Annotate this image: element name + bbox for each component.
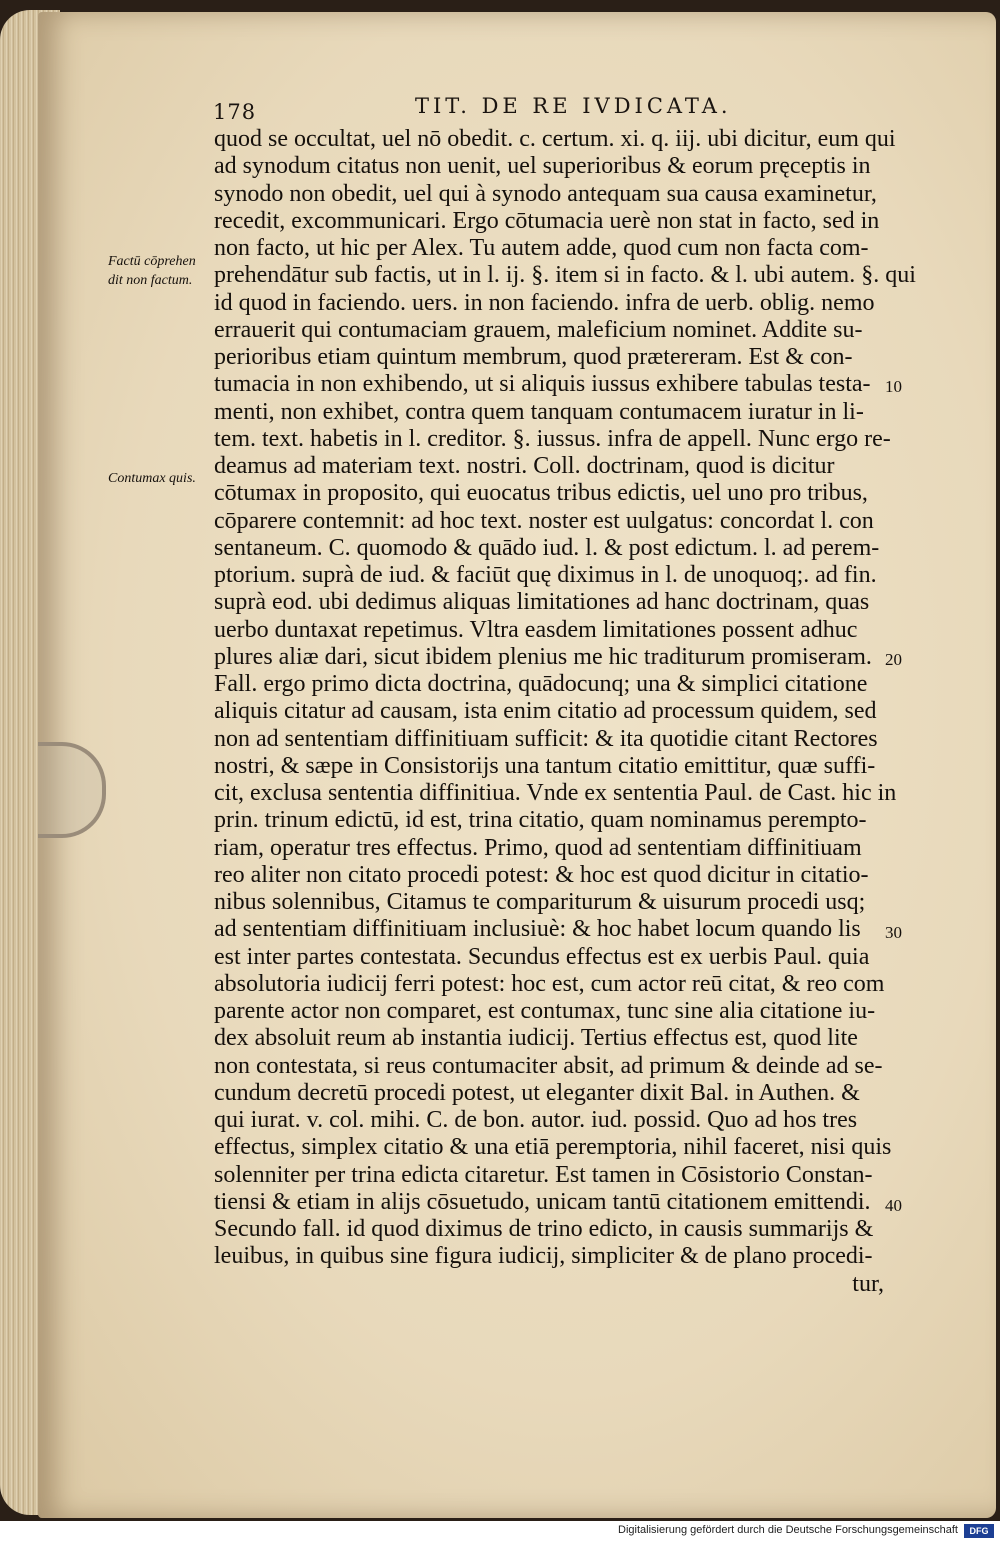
footer-bar bbox=[0, 1521, 1000, 1541]
text-line: parente actor non comparet, est contumax, tunc sine alia citatione iu- bbox=[214, 998, 876, 1024]
margin-note: Factū cōprehen bbox=[108, 254, 196, 269]
text-line: tiensi & etiam in alijs cōsuetudo, unicam tantū citationem emittendi. bbox=[214, 1188, 871, 1215]
text-line: non contestata, si reus contumaciter absit, ad primum & deinde ad se- bbox=[214, 1052, 883, 1079]
page-number: 178 bbox=[213, 100, 257, 124]
margin-note: Contumax quis. bbox=[108, 471, 196, 486]
text-line: uerbo duntaxat repetimus. Vltra easdem limitationes possent adhuc bbox=[214, 616, 858, 643]
text-line: cōtumax in proposito, qui euocatus tribus edictis, uel uno pro tribus, bbox=[214, 480, 868, 507]
text-line: cit, exclusa sententia diffinitiua. Vnde ex sententia Paul. de Cast. hic in bbox=[214, 780, 897, 806]
text-line: tem. text. habetis in l. creditor. §. iussus. infra de appell. Nunc ergo re- bbox=[214, 425, 891, 452]
text-line: prehendātur sub factis, ut in l. ij. §. item si in facto. & l. ubi autem. §. qui bbox=[214, 262, 916, 289]
text-line: reo aliter non citato procedi potest: & hoc est quod dicitur in citatio- bbox=[214, 861, 869, 888]
text-line: solenniter per trina edicta citaretur. Est tamen in Cōsistorio Constan- bbox=[214, 1161, 873, 1188]
text-line: ptorium. suprà de iud. & faciūt quę diximus in l. de unoquoq;. ad fin. bbox=[214, 562, 877, 588]
text-line: cundum decretū procedi potest, ut eleganter dixit Bal. in Authen. & bbox=[214, 1079, 860, 1106]
text-line: tumacia in non exhibendo, ut si aliquis iussus exhibere tabulas testa- bbox=[214, 371, 871, 398]
text-line: riam, operatur tres effectus. Primo, quod ad sententiam diffinitiuam bbox=[214, 834, 862, 861]
text-line: prin. trinum edictū, id est, trina citatio, quam nominamus perempto- bbox=[214, 807, 867, 834]
text-line: ad synodum citatus non uenit, uel superioribus & eorum pręceptis in bbox=[214, 153, 871, 180]
margin-note: dit non factum. bbox=[108, 273, 193, 288]
text-line: menti, non exhibet, contra quem tanquam contumacem iuratur in li- bbox=[214, 398, 864, 425]
text-line: errauerit qui contumaciam grauem, maleficium nominet. Addite su- bbox=[214, 316, 863, 343]
text-line: deamus ad materiam text. nostri. Coll. doctrinam, quod is dicitur bbox=[214, 453, 835, 479]
text-line: Fall. ergo primo dicta doctrina, quādocunq; una & simplici citatione bbox=[214, 671, 868, 697]
text-line: cōparere contemnit: ad hoc text. noster est uulgatus: concordat l. con bbox=[214, 507, 874, 534]
text-line: non facto, ut hic per Alex. Tu autem adde, quod cum non facta com- bbox=[214, 235, 869, 261]
dfg-logo-icon: DFG bbox=[964, 1524, 994, 1538]
text-line: sentaneum. C. quomodo & quādo iud. l. & post edictum. l. ad perem- bbox=[214, 534, 880, 561]
text-line: effectus, simplex citatio & una etiā peremptoria, nihil faceret, nisi quis bbox=[214, 1134, 892, 1161]
text-line: suprà eod. ubi dedimus aliquas limitationes ad hanc doctrinam, quas bbox=[214, 589, 870, 616]
main-text-block bbox=[214, 126, 916, 1298]
funding-credit: Digitalisierung gefördert durch die Deutsche Forschungsgemeinschaft bbox=[618, 1524, 958, 1536]
text-line: ad sententiam diffinitiuam inclusiuè: & hoc habet locum quando lis bbox=[214, 916, 861, 943]
text-line: est inter partes contestata. Secundus effectus est ex uerbis Paul. quia bbox=[214, 943, 870, 970]
text-line: aliquis citatur ad causam, ista enim citatio ad processum quidem, sed bbox=[214, 698, 877, 725]
line-number: 20 bbox=[885, 650, 902, 669]
text-line: id quod in faciendo. uers. in non faciendo. infra de uerb. oblig. nemo bbox=[214, 289, 875, 316]
line-number: 40 bbox=[885, 1196, 902, 1215]
line-number: 10 bbox=[885, 377, 902, 396]
text-line: qui iurat. v. col. mihi. C. de bon. autor. iud. possid. Quo ad hos tres bbox=[214, 1107, 858, 1133]
text-line: absolutoria iudicij ferri potest: hoc est, cum actor reū citat, & reo com bbox=[214, 970, 885, 997]
running-title: TIT. DE RE IVDICATA. bbox=[415, 94, 732, 118]
text-line: synodo non obedit, uel qui à synodo antequam sua causa examinetur, bbox=[214, 180, 877, 207]
text-line: perioribus etiam quintum membrum, quod prætereram. Est & con- bbox=[214, 344, 853, 370]
text-line: non ad sententiam diffinitiuam sufficit: & ita quotidie citant Rectores bbox=[214, 725, 878, 752]
catchword: tur, bbox=[852, 1270, 884, 1297]
text-line: nibus solennibus, Citamus te compariturum & uisurum procedi usq; bbox=[214, 889, 866, 915]
line-number: 30 bbox=[885, 923, 902, 942]
text-line: plures aliæ dari, sicut ibidem plenius me hic traditurum promiseram. bbox=[214, 643, 872, 670]
text-line: quod se occultat, uel nō obedit. c. certum. xi. q. iij. ubi dicitur, eum qui bbox=[214, 126, 896, 152]
text-line: recedit, excommunicari. Ergo cōtumacia uerè non stat in facto, sed in bbox=[214, 207, 880, 234]
text-line: leuibus, in quibus sine figura iudicij, simpliciter & de plano procedi- bbox=[214, 1243, 873, 1270]
text-line: nostri, & sæpe in Consistorijs una tantum citatio emittitur, quæ suffi- bbox=[214, 752, 876, 779]
text-line: dex absoluit reum ab instantia iudicij. Tertius effectus est, quod lite bbox=[214, 1025, 858, 1052]
page-clip-icon bbox=[38, 742, 106, 838]
text-line: Secundo fall. id quod diximus de trino edicto, in causis summarijs & bbox=[214, 1216, 874, 1242]
